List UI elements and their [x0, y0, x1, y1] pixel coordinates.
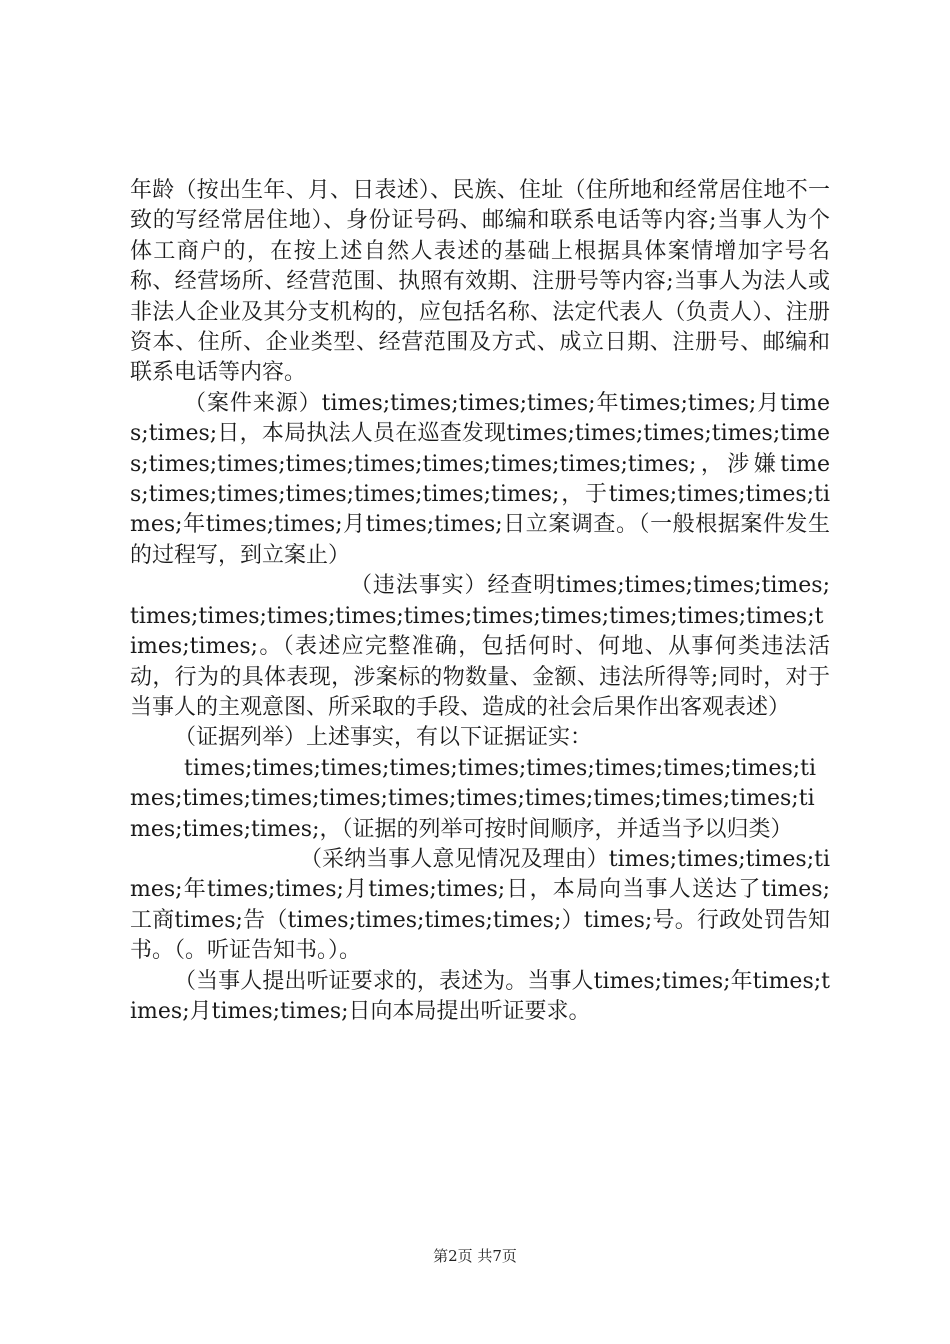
page-number-footer: 第2页 共7页 — [433, 1247, 517, 1265]
paragraph-illegal-facts: （违法事实）经查明times;times;times;times;times;times;times;times;times;times;times;times;times;times;times;times;。（表述应完整准确，包括何时、何地、从事何类违法活动，行为的具体表现，涉案标的物数量、金额、违法所得等;同时，对于当事人的主观意图、所采取的手段、造成的社会后果作出客观表述） — [130, 573, 830, 720]
paragraph-evidence-heading: （证据列举）上述事实，有以下证据证实： — [174, 725, 593, 751]
paragraph-party-info: 年龄（按出生年、月、日表述）、民族、住址（住所地和经常居住地不一致的写经常居住地）、身份证号码、邮编和联系电话等内容;当事人为个体工商户的，在按上述自然人表述的基础上根据具体案情增加字号名称、经营场所、经营范围、执照有效期、注册号等内容;当事人为法人或非法人企业及其分支机构的，应包括名称、法定代表人（负责人）、注册资本、住所、企业类型、经营范围及方式、成立日期、注册号、邮编和联系电话等内容。 — [130, 178, 830, 386]
paragraph-evidence-list: times;times;times;times;times;times;times;times;times;times;times;times;times;times;times;times;times;times;times;times;times;times;，（证据的列举可按时间顺序，并适当予以归类） — [130, 755, 817, 842]
paragraph-hearing-request: （当事人提出听证要求的，表述为。当事人times;times;年times;times;月times;times;日向本局提出听证要求。 — [130, 968, 830, 1024]
document-body — [130, 176, 830, 1027]
paragraph-case-source: （案件来源）times;times;times;times;年times;times;月times;times;日，本局执法人员在巡查发现times;times;times;times;times;times;times;times;times;times;times;times;times;，涉嫌times;times;times;times;times;times;times;，于times;times;times;times;年times;times;月times;times;日立案调查。（一般根据案件发生的过程写，到立案止） — [130, 390, 830, 568]
paragraph-party-opinion: （采纳当事人意见情况及理由）times;times;times;times;年times;times;月times;times;日，本局向当事人送达了times;工商times;告（times;times;times;times;）times;号。行政处罚告知书。（。听证告知书。）。 — [130, 846, 830, 964]
